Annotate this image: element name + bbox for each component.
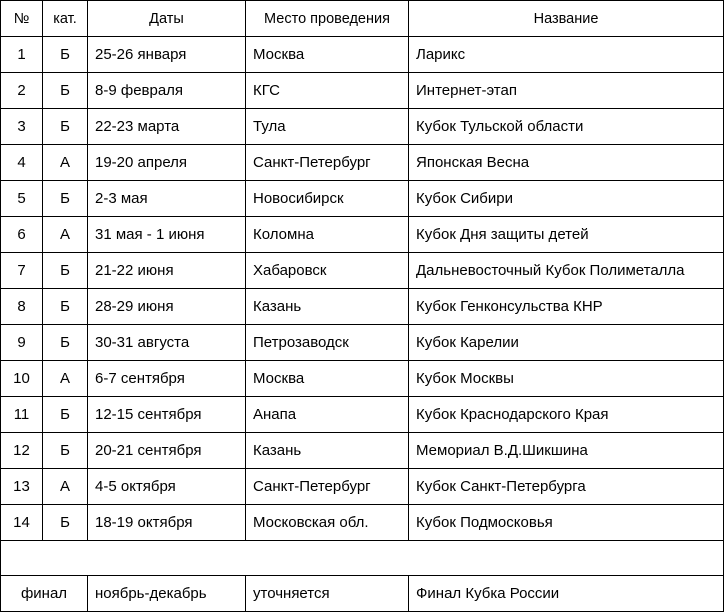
row-dates: 2-3 мая: [88, 181, 246, 217]
row-dates: 21-22 июня: [88, 253, 246, 289]
row-name: Кубок Санкт-Петербурга: [409, 469, 724, 505]
row-category: Б: [43, 181, 88, 217]
table-row: [1, 505, 724, 541]
row-name: Кубок Дня защиты детей: [409, 217, 724, 253]
row-category: А: [43, 469, 88, 505]
table-header-row: [1, 1, 724, 37]
row-dates: 6-7 сентября: [88, 361, 246, 397]
row-place: Москва: [246, 37, 409, 73]
row-name: Ларикс: [409, 37, 724, 73]
header-number: №: [1, 1, 43, 37]
row-number: 7: [1, 253, 43, 289]
header-name: Название: [409, 1, 724, 37]
table-row: [1, 253, 724, 289]
row-name: Кубок Тульской области: [409, 109, 724, 145]
row-category: Б: [43, 73, 88, 109]
empty-separator-row: [1, 541, 724, 576]
row-dates: 12-15 сентября: [88, 397, 246, 433]
row-place: Казань: [246, 289, 409, 325]
row-name: Кубок Генконсульства КНР: [409, 289, 724, 325]
row-dates: 8-9 февраля: [88, 73, 246, 109]
row-number: 3: [1, 109, 43, 145]
table-row: [1, 181, 724, 217]
row-name: Интернет-этап: [409, 73, 724, 109]
header-category: кат.: [43, 1, 88, 37]
row-category: А: [43, 361, 88, 397]
row-category: А: [43, 145, 88, 181]
table-row: [1, 73, 724, 109]
row-category: Б: [43, 253, 88, 289]
row-name: Кубок Подмосковья: [409, 505, 724, 541]
row-number: 1: [1, 37, 43, 73]
row-dates: 28-29 июня: [88, 289, 246, 325]
row-number: 10: [1, 361, 43, 397]
table-row: [1, 109, 724, 145]
row-number: 12: [1, 433, 43, 469]
row-number: 9: [1, 325, 43, 361]
row-dates: 25-26 января: [88, 37, 246, 73]
row-place: Коломна: [246, 217, 409, 253]
row-number: 4: [1, 145, 43, 181]
row-number: 5: [1, 181, 43, 217]
row-dates: 31 мая - 1 июня: [88, 217, 246, 253]
table-row: [1, 361, 724, 397]
row-place: Казань: [246, 433, 409, 469]
row-place: Хабаровск: [246, 253, 409, 289]
row-category: Б: [43, 325, 88, 361]
header-dates: Даты: [88, 1, 246, 37]
row-category: Б: [43, 505, 88, 541]
table-row: [1, 433, 724, 469]
row-place: КГС: [246, 73, 409, 109]
row-dates: 18-19 октября: [88, 505, 246, 541]
row-name: Мемориал В.Д.Шикшина: [409, 433, 724, 469]
row-place: Московская обл.: [246, 505, 409, 541]
table-row: [1, 37, 724, 73]
row-place: Москва: [246, 361, 409, 397]
row-dates: 30-31 августа: [88, 325, 246, 361]
row-place: Санкт-Петербург: [246, 469, 409, 505]
row-name: Японская Весна: [409, 145, 724, 181]
row-category: Б: [43, 109, 88, 145]
row-dates: 19-20 апреля: [88, 145, 246, 181]
row-name: Кубок Краснодарского Края: [409, 397, 724, 433]
final-row: [1, 576, 724, 612]
row-name: Кубок Москвы: [409, 361, 724, 397]
row-name: Кубок Сибири: [409, 181, 724, 217]
row-place: Тула: [246, 109, 409, 145]
row-number: 11: [1, 397, 43, 433]
row-number: 8: [1, 289, 43, 325]
row-place: Анапа: [246, 397, 409, 433]
row-category: Б: [43, 397, 88, 433]
empty-separator-cell: [1, 541, 724, 576]
row-category: Б: [43, 37, 88, 73]
table-row: [1, 397, 724, 433]
row-dates: 4-5 октября: [88, 469, 246, 505]
row-name: Кубок Карелии: [409, 325, 724, 361]
final-label: финал: [1, 576, 88, 612]
row-place: Санкт-Петербург: [246, 145, 409, 181]
row-dates: 22-23 марта: [88, 109, 246, 145]
table-row: [1, 145, 724, 181]
table-row: [1, 289, 724, 325]
row-number: 14: [1, 505, 43, 541]
row-number: 6: [1, 217, 43, 253]
row-category: Б: [43, 433, 88, 469]
table-row: [1, 325, 724, 361]
header-place: Место проведения: [246, 1, 409, 37]
row-category: Б: [43, 289, 88, 325]
row-place: Новосибирск: [246, 181, 409, 217]
table-row: [1, 469, 724, 505]
row-number: 13: [1, 469, 43, 505]
final-name: Финал Кубка России: [409, 576, 724, 612]
row-name: Дальневосточный Кубок Полиметалла: [409, 253, 724, 289]
row-category: А: [43, 217, 88, 253]
final-dates: ноябрь-декабрь: [88, 576, 246, 612]
row-dates: 20-21 сентября: [88, 433, 246, 469]
row-place: Петрозаводск: [246, 325, 409, 361]
row-number: 2: [1, 73, 43, 109]
final-place: уточняется: [246, 576, 409, 612]
table-row: [1, 217, 724, 253]
